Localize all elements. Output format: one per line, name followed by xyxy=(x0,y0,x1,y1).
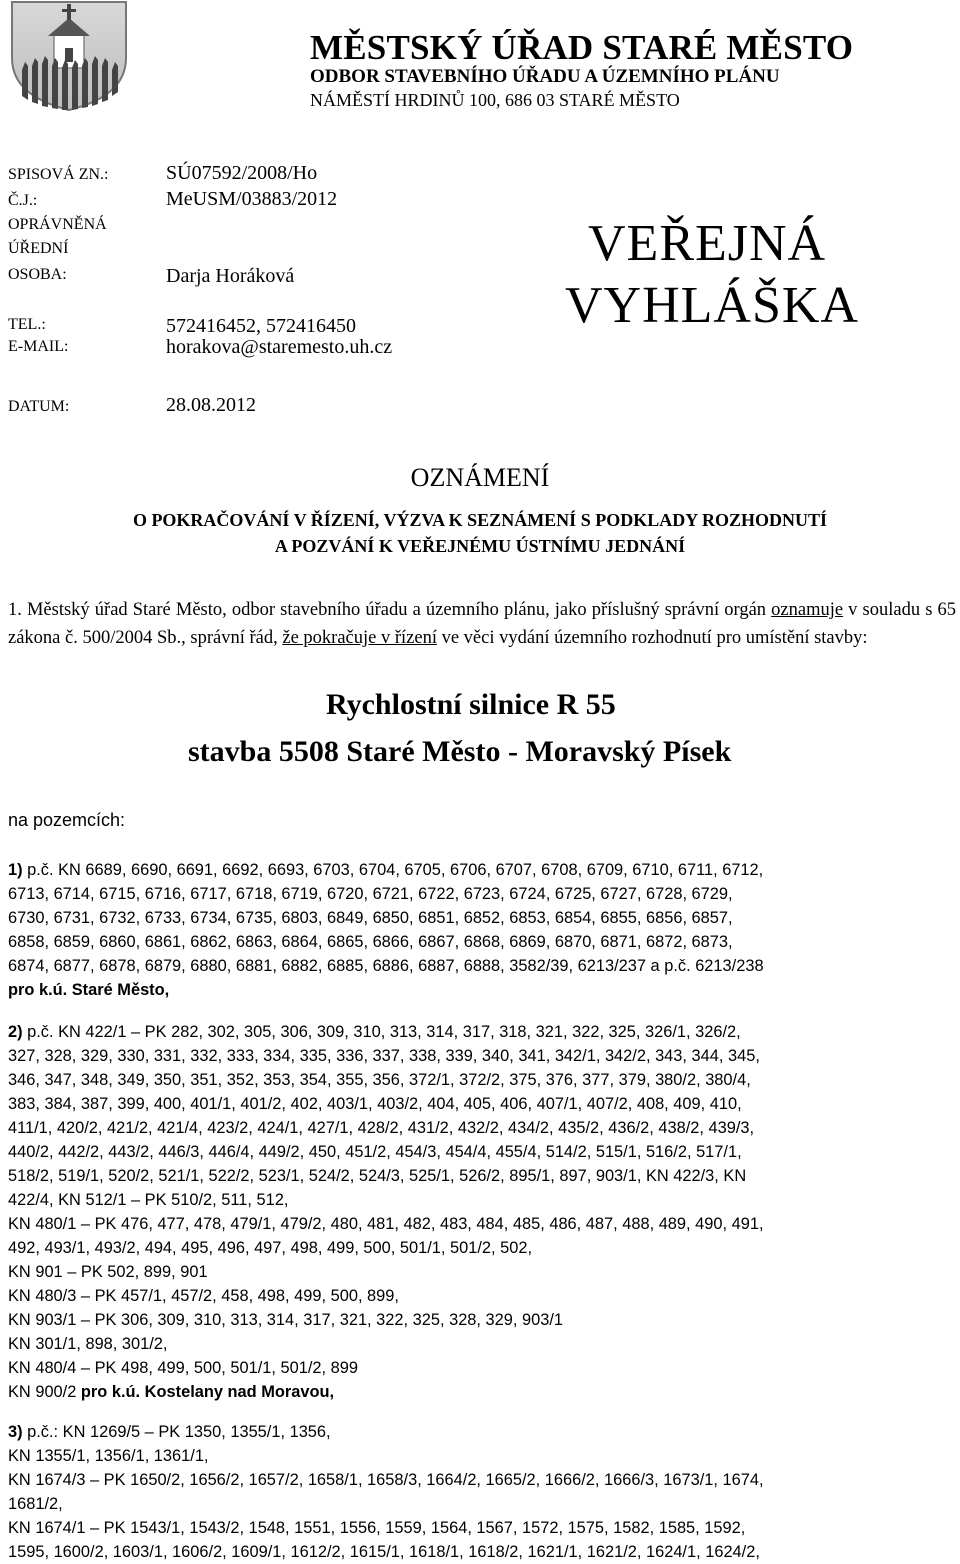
parcels-line: 440/2, 442/2, 443/2, 446/3, 446/4, 449/2, 450, 451/2, 454/3, 454/4, 455/4, 514/2, 515/1, 516/2, 517/1, xyxy=(8,1143,742,1161)
tel-value: 572416452, 572416450 xyxy=(166,315,356,337)
parcels-line: 1595, 1600/2, 1603/1, 1606/2, 1609/1, 1612/2, 1615/1, 1618/1, 1618/2, 1621/1, 1621/2, 1624/1, 1624/2, xyxy=(8,1543,760,1561)
parcels-group-2 xyxy=(8,1020,956,1404)
construction-line2: stavba 5508 Staré Město - Moravský Písek xyxy=(188,735,732,768)
parcels-line: KN 301/1, 898, 301/2, xyxy=(8,1335,168,1353)
parcels-line: KN 900/2 pro k.ú. Kostelany nad Moravou, xyxy=(8,1383,335,1401)
group-number: 1) xyxy=(8,861,23,879)
email-value: horakova@staremesto.uh.cz xyxy=(166,336,393,358)
parcels-line: KN 480/4 – PK 498, 499, 500, 501/1, 501/2, 899 xyxy=(8,1359,358,1377)
date-label: DATUM: xyxy=(8,398,70,415)
parcels-line: KN 903/1 – PK 306, 309, 310, 313, 314, 317, 321, 322, 325, 328, 329, 903/1 xyxy=(8,1311,564,1329)
parcels-line: 2) p.č. KN 422/1 – PK 282, 302, 305, 306, 309, 310, 313, 314, 317, 318, 321, 322, 325, 326/1, 326/2, xyxy=(8,1023,741,1041)
parcels-line: KN 1674/1 – PK 1543/1, 1543/2, 1548, 1551, 1556, 1559, 1564, 1567, 1572, 1575, 1582, 1585, 1592, xyxy=(8,1519,746,1537)
parcels-line: 1681/2, xyxy=(8,1495,63,1513)
on-land-label: na pozemcích: xyxy=(8,810,126,830)
department-name: ODBOR STAVEBNÍHO ÚŘADU A ÚZEMNÍHO PLÁNU xyxy=(310,66,780,87)
parcels-line: 6874, 6877, 6878, 6879, 6880, 6881, 6882, 6885, 6886, 6887, 6888, 3582/39, 6213/237 a p.č. 6213/238 xyxy=(8,957,764,975)
file-number-label: SPISOVÁ ZN.: xyxy=(8,166,109,183)
parcels-group-1 xyxy=(8,858,956,1002)
parcels-line: 6858, 6859, 6860, 6861, 6862, 6863, 6864, 6865, 6866, 6867, 6868, 6869, 6870, 6871, 6872, 6873, xyxy=(8,933,733,951)
parcels-line: 1) p.č. KN 6689, 6690, 6691, 6692, 6693, 6703, 6704, 6705, 6706, 6707, 6708, 6709, 6710, 6711, 6712, xyxy=(8,861,764,879)
parcels-line: 492, 493/1, 493/2, 494, 495, 496, 497, 498, 499, 500, 501/1, 501/2, 502, xyxy=(8,1239,533,1257)
parcels-line: 327, 328, 329, 330, 331, 332, 333, 334, 335, 336, 337, 338, 339, 340, 341, 342/1, 342/2, 343, 344, 345, xyxy=(8,1047,760,1065)
reference-value: MeUSM/03883/2012 xyxy=(166,188,338,210)
paragraph-1-announces: oznamuje xyxy=(771,600,844,620)
group-number: 2) xyxy=(8,1023,23,1041)
parcels-line: 411/1, 420/2, 421/2, 421/4, 423/2, 424/1, 427/1, 428/2, 431/2, 432/2, 434/2, 435/2, 436/2, 438/2, 439/3, xyxy=(8,1119,755,1137)
file-number-value: SÚ07592/2008/Ho xyxy=(166,162,318,184)
parcels-line: 346, 347, 348, 349, 350, 351, 352, 353, 354, 355, 356, 372/1, 372/2, 375, 376, 377, 379, 380/2, 380/4, xyxy=(8,1071,751,1089)
town-emblem-icon xyxy=(8,0,130,112)
cadastral-area: pro k.ú. Kostelany nad Moravou, xyxy=(80,1383,335,1401)
paragraph-1-text-b: v souladu s 65 zákona č. 500/2004 Sb., správní řád, xyxy=(8,600,956,648)
parcels-group-3 xyxy=(8,1420,956,1564)
official-label-line2: ÚŘEDNÍ xyxy=(8,240,69,257)
email-label: E-MAIL: xyxy=(8,338,69,355)
paragraph-1-continues: že pokračuje v řízení xyxy=(282,628,437,648)
parcels-line: KN 1355/1, 1356/1, 1361/1, xyxy=(8,1447,209,1465)
reference-label: Č.J.: xyxy=(8,192,38,209)
notice-subtitle-line1: O POKRAČOVÁNÍ V ŘÍZENÍ, VÝZVA K SEZNÁMENÍ S PODKLADY ROZHODNUTÍ xyxy=(132,510,828,530)
cadastral-area: pro k.ú. Staré Město, xyxy=(8,981,170,999)
parcels-line: KN 480/1 – PK 476, 477, 478, 479/1, 479/2, 480, 481, 482, 483, 484, 485, 486, 487, 488, 489, 490, 491, xyxy=(8,1215,764,1233)
notice-subtitle-line2: A POZVÁNÍ K VEŘEJNÉMU ÚSTNÍMU JEDNÁNÍ xyxy=(274,536,686,556)
parcels-line: 3) p.č.: KN 1269/5 – PK 1350, 1355/1, 1356, xyxy=(8,1423,331,1441)
paragraph-1-text-a: 1. Městský úřad Staré Město, odbor stavebního úřadu a územního plánu, jako příslušný správní orgán xyxy=(8,600,772,620)
organization-address: NÁMĚSTÍ HRDINŮ 100, 686 03 STARÉ MĚSTO xyxy=(310,90,680,110)
notice-title: OZNÁMENÍ xyxy=(410,463,550,492)
paragraph-1-text-c: ve věci vydání územního rozhodnutí pro umístění stavby: xyxy=(436,628,868,648)
parcels-line: 6713, 6714, 6715, 6716, 6717, 6718, 6719, 6720, 6721, 6722, 6723, 6724, 6725, 6727, 6728, 6729, xyxy=(8,885,733,903)
organization-name: MĚSTSKÝ ÚŘAD STARÉ MĚSTO xyxy=(310,28,854,67)
parcels-line: KN 901 – PK 502, 899, 901 xyxy=(8,1263,208,1281)
parcels-line: 518/2, 519/1, 520/2, 521/1, 522/2, 523/1, 524/2, 524/3, 525/1, 526/2, 895/1, 897, 903/1, KN 422/3, KN xyxy=(8,1167,747,1185)
construction-line1: Rychlostní silnice R 55 xyxy=(326,688,616,721)
parcels-line: 422/4, KN 512/1 – PK 510/2, 511, 512, xyxy=(8,1191,289,1209)
official-label-line1: OPRÁVNĚNÁ xyxy=(8,216,107,233)
parcels-line: 383, 384, 387, 399, 400, 401/1, 401/2, 402, 403/1, 403/2, 404, 405, 406, 407/1, 407/2, 408, 409, 410, xyxy=(8,1095,742,1113)
parcels-line: KN 1674/3 – PK 1650/2, 1656/2, 1657/2, 1658/1, 1658/3, 1664/2, 1665/2, 1666/2, 1666/3, 1673/1, 1674, xyxy=(8,1471,764,1489)
parcels-line: 6730, 6731, 6732, 6733, 6734, 6735, 6803, 6849, 6850, 6851, 6852, 6853, 6854, 6855, 6856, 6857, xyxy=(8,909,733,927)
public-notice-line1: VEŘEJNÁ xyxy=(588,215,827,272)
paragraph-1 xyxy=(8,596,956,652)
date-value: 28.08.2012 xyxy=(166,394,256,416)
public-notice-line2: VYHLÁŠKA xyxy=(565,277,859,334)
official-label-line3: OSOBA: xyxy=(8,266,67,283)
group-number: 3) xyxy=(8,1423,23,1441)
parcels-line: KN 480/3 – PK 457/1, 457/2, 458, 498, 499, 500, 899, xyxy=(8,1287,399,1305)
official-person-value: Darja Horáková xyxy=(166,265,295,287)
tel-label: TEL.: xyxy=(8,316,46,333)
